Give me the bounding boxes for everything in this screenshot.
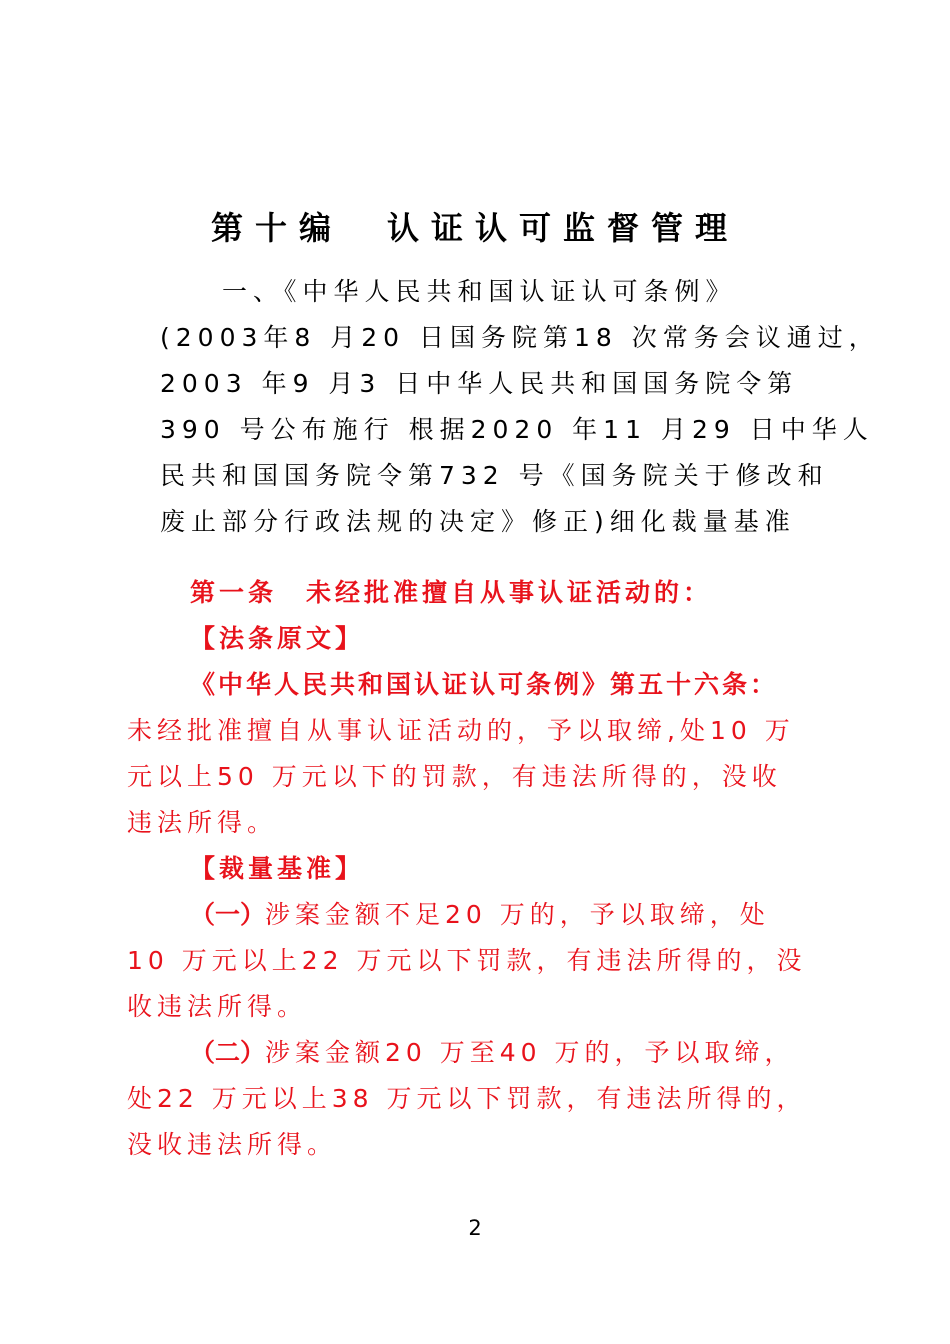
original-text-label: 【法条原文】 bbox=[190, 624, 365, 653]
article-heading: 第一条 未经批准擅自从事认证活动的： bbox=[190, 578, 713, 607]
item-text-line: 10 万元以上22 万元以下罚款，有违法所得的，没 bbox=[127, 946, 807, 975]
intro-line: 一、《中华人民共和国认证认可条例》 bbox=[160, 277, 737, 306]
original-text-line: 元以上50 万元以下的罚款，有违法所得的，没收 bbox=[127, 762, 782, 791]
original-text-line: 违法所得。 bbox=[127, 808, 278, 837]
item-text-line: 处22 万元以上38 万元以下罚款，有违法所得的， bbox=[127, 1084, 807, 1113]
benchmark-item-2 bbox=[190, 1038, 795, 1068]
article-citation: 《中华人民共和国认证认可条例》第五十六条： bbox=[190, 670, 779, 699]
item-text-line: 收违法所得。 bbox=[127, 992, 308, 1021]
item-marker: （一） bbox=[190, 900, 266, 929]
item-marker: （二） bbox=[190, 1038, 266, 1067]
intro-line: 390 号公布施行 根据2020 年11 月29 日中华人 bbox=[160, 415, 874, 444]
item-text-line: 没收违法所得。 bbox=[127, 1130, 338, 1159]
page-number: 2 bbox=[468, 1216, 482, 1240]
benchmark-label: 【裁量基准】 bbox=[190, 854, 365, 883]
intro-line: 民共和国国务院令第732 号《国务院关于修改和 bbox=[160, 461, 829, 490]
page-title: 第十编 认证认可监督管理 bbox=[210, 209, 739, 247]
intro-line: (2003年8 月20 日国务院第18 次常务会议通过， bbox=[160, 323, 880, 352]
intro-line: 废止部分行政法规的决定》修正)细化裁量基准 bbox=[160, 507, 796, 536]
original-text-line: 未经批准擅自从事认证活动的，予以取缔,处10 万 bbox=[127, 716, 795, 745]
item-text: 涉案金额20 万至40 万的，予以取缔， bbox=[265, 1038, 795, 1067]
intro-line: 2003 年9 月3 日中华人民共和国国务院令第 bbox=[160, 369, 799, 398]
benchmark-item-1 bbox=[190, 900, 770, 930]
item-text: 涉案金额不足20 万的，予以取缔，处 bbox=[265, 900, 770, 929]
